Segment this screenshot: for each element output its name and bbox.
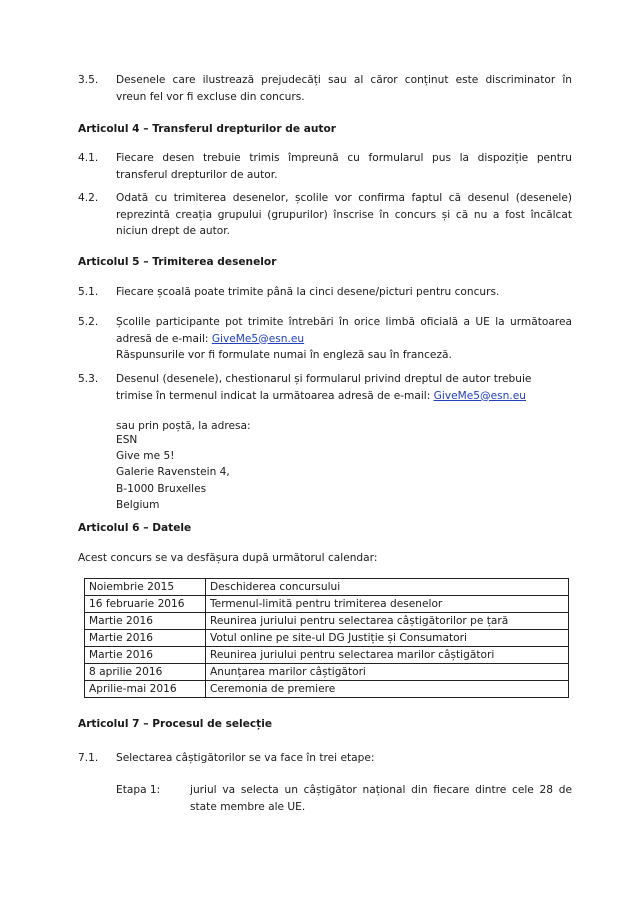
calendar-event: Deschiderea concursului	[206, 579, 569, 596]
text-line: niciun drept de autor.	[116, 225, 231, 237]
email-link[interactable]: GiveMe5@esn.eu	[211, 332, 305, 345]
text-line: Fiecare desen trebuie trimis împreună cu formularul pus la dispoziție pentru	[116, 152, 572, 164]
section-text	[116, 314, 572, 364]
calendar-table	[84, 578, 569, 698]
text-line: Fiecare școală poate trimite până la cinci desene/picturi pentru concurs.	[116, 286, 500, 298]
table-row	[85, 613, 569, 630]
text-line: Școlile participante pot trimite întrebări în orice limbă oficială a UE la următoarea	[116, 316, 572, 328]
address-line: Give me 5!	[116, 450, 175, 463]
section-text	[116, 190, 572, 240]
section-number: 5.1.	[78, 286, 99, 298]
post-intro: sau prin poștă, la adresa:	[116, 420, 251, 432]
email-prefix: adresă de e-mail:	[116, 332, 212, 345]
article-6-heading: Articolul 6 – Datele	[78, 522, 192, 534]
table-row	[85, 664, 569, 681]
section-text	[116, 72, 572, 105]
etapa-1-text	[190, 782, 572, 815]
text-line: reprezintă creația grupului (grupurilor) înscrise în concurs și că nu a fost încălcat	[116, 208, 572, 221]
text-line: Răspunsurile vor fi formulate numai în engleză sau în franceză.	[116, 349, 452, 361]
email-link[interactable]: GiveMe5@esn.eu	[433, 389, 526, 402]
text-line: Odată cu trimiterea desenelor, școlile vor confirma faptul că desenul (desenele)	[116, 192, 572, 204]
table-row	[85, 681, 569, 698]
text-line	[116, 388, 572, 405]
calendar-event: Votul online pe site-ul DG Justiție și Consumatori	[206, 630, 569, 647]
calendar-event: Termenul-limită pentru trimiterea desenelor	[206, 596, 569, 613]
calendar-date: Aprilie-mai 2016	[85, 681, 206, 698]
calendar-date: Noiembrie 2015	[85, 579, 206, 596]
article-4-heading: Articolul 4 – Transferul drepturilor de autor	[78, 123, 336, 135]
calendar-event: Reunirea juriului pentru selectarea câștigătorilor pe țară	[206, 613, 569, 630]
section-number: 4.1.	[78, 152, 99, 164]
table-row	[85, 647, 569, 664]
postal-address	[116, 432, 230, 513]
text-line: Desenul (desenele), chestionarul și formularul privind dreptul de autor trebuie	[116, 373, 532, 385]
calendar-date: 8 aprilie 2016	[85, 664, 206, 681]
section-number: 5.2.	[78, 316, 99, 328]
calendar-intro: Acest concurs se va desfășura după următorul calendar:	[78, 552, 378, 564]
text-line: juriul va selecta un câștigător național din fiecare dintre cele 28 de	[190, 784, 572, 796]
calendar-event: Ceremonia de premiere	[206, 681, 569, 698]
calendar-event: Reunirea juriului pentru selectarea marilor câștigători	[206, 647, 569, 664]
address-line: Galerie Ravenstein 4,	[116, 466, 230, 479]
address-line: ESN	[116, 434, 138, 446]
address-line: Belgium	[116, 498, 160, 511]
text-line: state membre ale UE.	[190, 800, 306, 813]
section-number: 5.3.	[78, 373, 99, 385]
etapa-1-label: Etapa 1:	[116, 784, 161, 796]
section-number: 3.5.	[78, 74, 99, 86]
section-text	[116, 750, 572, 767]
table-row	[85, 630, 569, 647]
address-line: B-1000 Bruxelles	[116, 482, 207, 495]
text-line: Selectarea câștigătorilor se va face în trei etape:	[116, 752, 375, 764]
section-number: 4.2.	[78, 192, 99, 204]
section-text	[116, 371, 572, 404]
calendar-date: Martie 2016	[85, 647, 206, 664]
section-number: 7.1.	[78, 752, 99, 764]
table-row	[85, 596, 569, 613]
table-row	[85, 579, 569, 596]
calendar-date: 16 februarie 2016	[85, 596, 206, 613]
email-prefix: trimise în termenul indicat la următoarea adresă de e-mail:	[116, 389, 434, 402]
text-line	[116, 331, 572, 348]
text-line: vreun fel vor fi excluse din concurs.	[116, 90, 305, 103]
text-line: transferul drepturilor de autor.	[116, 168, 278, 181]
text-line: Desenele care ilustrează prejudecăți sau al căror conținut este discriminator în	[116, 74, 572, 86]
calendar-date: Martie 2016	[85, 630, 206, 647]
section-text	[116, 150, 572, 183]
calendar-event: Anunțarea marilor câștigători	[206, 664, 569, 681]
article-5-heading: Articolul 5 – Trimiterea desenelor	[78, 256, 277, 268]
article-7-heading: Articolul 7 – Procesul de selecție	[78, 718, 273, 730]
section-text	[116, 284, 572, 301]
calendar-date: Martie 2016	[85, 613, 206, 630]
